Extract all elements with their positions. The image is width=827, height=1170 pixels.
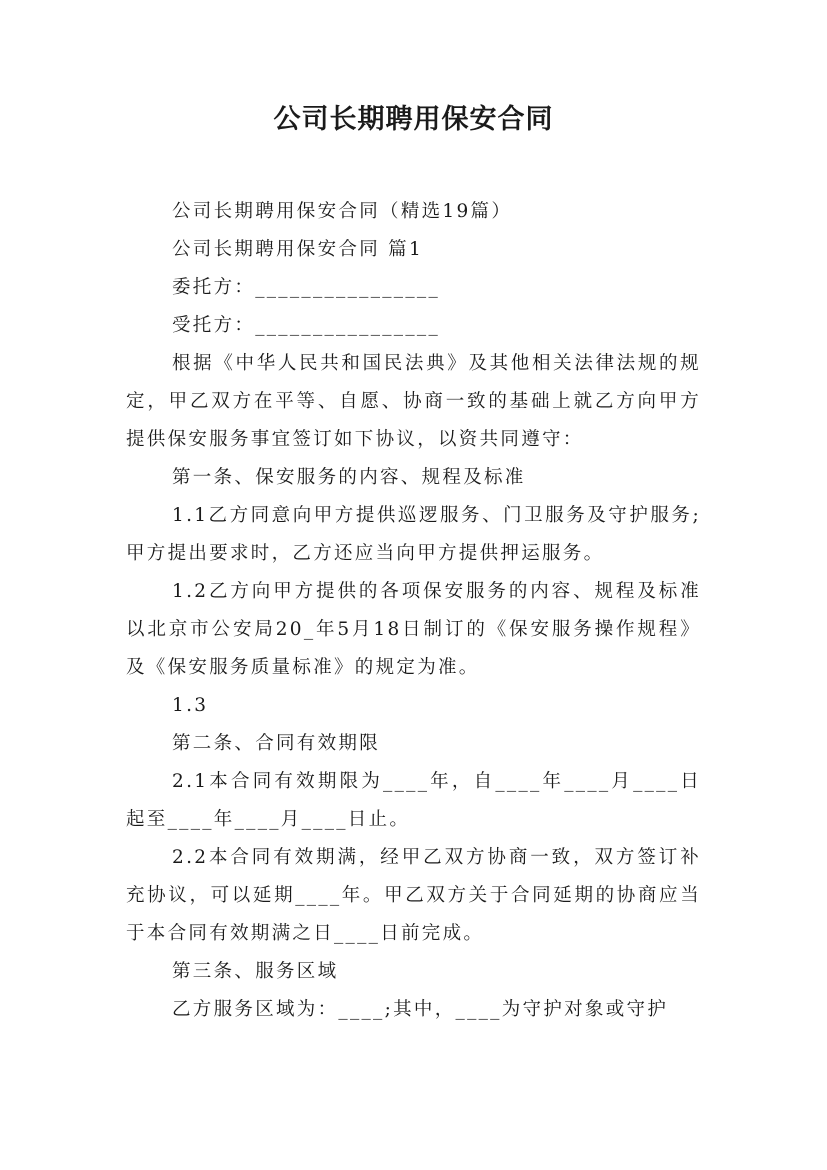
paragraph-service-area: 乙方服务区域为：____;其中，____为守护对象或守护 <box>172 999 669 1020</box>
document-title: 公司长期聘用保安合同 <box>273 104 554 135</box>
paragraph-clause-1-1: 1.1乙方同意向甲方提供巡逻服务、门卫服务及守护服务;甲方提出要求时，乙方还应当向甲方提供押运服务。 <box>126 505 701 564</box>
paragraph-preamble: 根据《中华人民共和国民法典》及其他相关法律法规的规定，甲乙双方在平等、自愿、协商一致的基础上就乙方向甲方提供保安服务事宜签订如下协议，以资共同遵守： <box>126 353 701 450</box>
paragraph-clause-1-2: 1.2乙方向甲方提供的各项保安服务的内容、规程及标准以北京市公安局20_年5月18日制订的《保安服务操作规程》及《保安服务质量标准》的规定为准。 <box>126 581 701 678</box>
paragraph-clause-2-2: 2.2本合同有效期满，经甲乙双方协商一致，双方签订补充协议，可以延期____年。甲乙双方关于合同延期的协商应当于本合同有效期满之日____日前完成。 <box>126 847 701 944</box>
paragraph-contractor-party: 受托方：________________ <box>172 315 441 336</box>
paragraph-clause-2-1: 2.1本合同有效期限为____年，自____年____月____日起至____年____月____日止。 <box>126 771 701 830</box>
paragraph-article-3-heading: 第三条、服务区域 <box>172 961 339 982</box>
paragraph-client-party: 委托方：________________ <box>172 277 441 298</box>
paragraph-section-heading: 公司长期聘用保安合同 篇1 <box>172 239 424 260</box>
paragraph-article-2-heading: 第二条、合同有效期限 <box>172 733 381 754</box>
document-body <box>126 193 701 1029</box>
paragraph-article-1-heading: 第一条、保安服务的内容、规程及标准 <box>172 467 526 488</box>
paragraph-clause-1-3: 1.3 <box>172 695 209 716</box>
paragraph-subtitle: 公司长期聘用保安合同（精选19篇） <box>172 201 513 222</box>
